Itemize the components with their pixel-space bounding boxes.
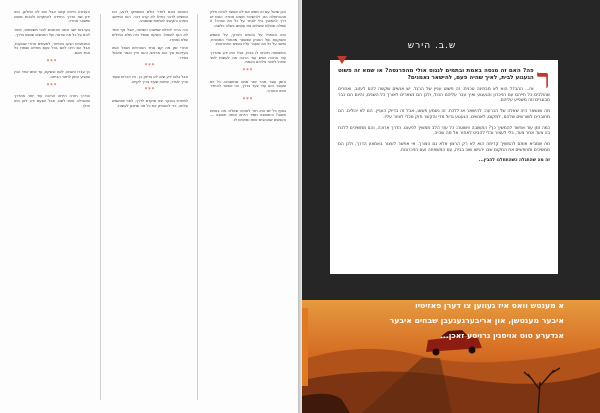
pull-quote-line: א מענטש וואס איז געווען צו דערן פאזיטיו — [415, 301, 564, 310]
column-paragraph: כך עברו השנים, לאט ובשקט, עד שיום אחד הבין שהגיע הזמן לחזור הביתה. — [14, 70, 90, 80]
author-name: ש.ב. הירש — [407, 41, 457, 51]
section-divider-stars: *** — [46, 82, 58, 89]
column-paragraph: בערבים ישב וכתב מכתבים לבני משפחתו, סיפר להם על כל מה שראה ועל האנשים שפגש בדרך. — [14, 28, 90, 37]
column-paragraph: המשפחה חיכתה לו בבית, אבל הוא ידע שהדרך עוד ארוכה ושיש עוד הרבה מה לעשות לפני שיוכל לחזור אליהם באמת. — [210, 50, 286, 65]
column-paragraph: והדרך חזרה הייתה ארוכה עוד יותר מהדרך שהובילה אותו לשם, אבל הפעם ידע לאן הוא הולך. — [14, 94, 90, 108]
column-divider — [197, 14, 198, 400]
accent-bar — [302, 308, 308, 386]
section-divider-stars: *** — [242, 68, 254, 75]
section-divider-stars: *** — [242, 96, 254, 103]
column-paragraph: הזמן עובר מהר יותר ממה שחושבים. כל יום שעובר הוא עוד צעד בדרך, ואי אפשר להחזיר אותו אחורה. — [210, 79, 286, 94]
lead-paragraph: פה? האם זה מנסה באמת ובתמים לנגוס אולי מהפרנסה? או שמא זה פשוט הגעגוע לבית, לאיך שהיה פעם, להישאר נאמנים? — [338, 68, 534, 81]
pull-quote — [334, 298, 564, 343]
card-body — [338, 68, 550, 268]
text-column-right — [210, 10, 286, 406]
left-page — [0, 0, 298, 413]
body-paragraph: מה שמביא אותם להמשיך קדימה הוא לא רק הרצון אלא גם הצורך. אי אפשר לעצור באמצע הדרך, ולכן הם ממשיכים ומחפשים את המקום שבו ירגישו שוב בבית, עם המשפחה ועם הזיכרונות. — [338, 141, 550, 153]
section-divider-stars: *** — [46, 58, 58, 65]
column-paragraph: העבודה הייתה קשה אבל הוא לא התלונן. הוא ידע שזו הדרך היחידה להתקדם ולבנות משהו שישאר אחריו. — [14, 10, 90, 24]
column-paragraph: למחרת בבוקר יצא מוקדם לדרך, לפני שהשמש עלתה, כדי להספיק את כל מה שתכנן לעשות. — [112, 99, 188, 108]
text-column-middle — [112, 10, 188, 406]
column-paragraph: הוא הסתכל על הכביש הארוך, על השמש השוקעת ועל האבק שנשאר מאחורי המכונית, וחשב על כל מה שעבר עליו בשנים האחרונות. — [210, 32, 286, 47]
section-divider-stars: *** — [144, 63, 156, 70]
pull-quote-line: איבער מענטשן, און אריבערגעגעבן שבחים איבער — [389, 316, 564, 325]
body-paragraph: כמה זמן עוד אפשר להמשיך כך? התשובה פשוטה: כל עוד הלב ממשיך לפעום. הדרך ארוכה, והם ממשיכים ללכת בה צעד אחר צעד, בלי לעצור ובלי להביט לאחור אל מה שהיה. — [338, 125, 550, 137]
column-paragraph: היה ברור לכולם שמשהו השתנה, אבל אף אחד לא העז לשאול. השקט שנפל היה מלא במילים שלא נאמרו. — [112, 28, 188, 42]
column-paragraph: המכתבים הגיעו באיחור, לפעמים אחרי שבועות, אבל הם חיכו להם בכל פעם מחדש ושמרו כל אחד מהם. — [14, 41, 90, 55]
section-divider-stars: *** — [144, 87, 156, 94]
column-paragraph: כשהוא נכנס לחדר כולם השתתקו לרגע, ואז המשיכו לדבר כאילו לא קרה דבר. הוא התיישב בפינה והקשיב לשיחות שמסביב. — [112, 10, 188, 24]
column-paragraph: הבן שואל עם זה ממש אם לא אפשר להיות חלק מההתחלה הזו, ולהשאיר משהו אחריו. האם יש דרך להמשיך בלי לוותר על כל מה שהיה? זו שאלה שכולם שואלים את עצמם בשלב כלשהו. — [210, 10, 286, 29]
pull-quote-line: אנדערע טוט אויסגין גרויסע זאכן... — [439, 331, 564, 340]
column-paragraph: אחרי זמן מה קם אחד האורחים ושאל אותו בעדינות איך הוא מרגיש, והוא חייך ואמר שהכול בסדר. — [112, 46, 188, 60]
red-triangle-icon — [337, 56, 347, 64]
body-paragraph: אז... ההבדל הוא לא מבחינה טכנית. זה פשוט עניין של הרגל. יש אנשים שקשה להם לעזוב, ואחרים שהולכים כל חייהם עם הזיכרון והגעגוע ואיך עבר עליהם הכול, ולכן הם נשארים לאורך כל השנים, והיום הם כבר מבוגרים וזה משפיע עליהם. — [338, 87, 550, 104]
body-paragraph: מה שנשאר היה שאלה של הכרעה: להישאר או ללכת. זה נשמע פשוט, אבל זה בדיוק העניין. הם לא יכולים. הם מחוברים לשורשים שלהם, למקום, לאנשים. הגעגוע גדול מדי והקשר חזק מכדי לוותר עליו. — [338, 109, 550, 120]
drop-cap: ר — [536, 68, 550, 95]
column-paragraph: בסוף כל יום הוא חזר לאותה שאלה: מה באמת חשוב? והתשובה תמיד הייתה אותה תשובה — האנשים שאוהבים אותו ומחכים לו. — [210, 108, 286, 122]
column-paragraph: אבל בלבו ידע שזה לא בדיוק כך. היו דברים שעוד צריך לסדר, שיחות שעוד צריך לקיים. — [112, 75, 188, 84]
column-divider — [100, 14, 101, 400]
text-column-left — [14, 10, 90, 406]
text-card — [330, 60, 558, 274]
closing-line: זה מה שהתגלה כשהתחלנו להבין... — [478, 158, 550, 164]
